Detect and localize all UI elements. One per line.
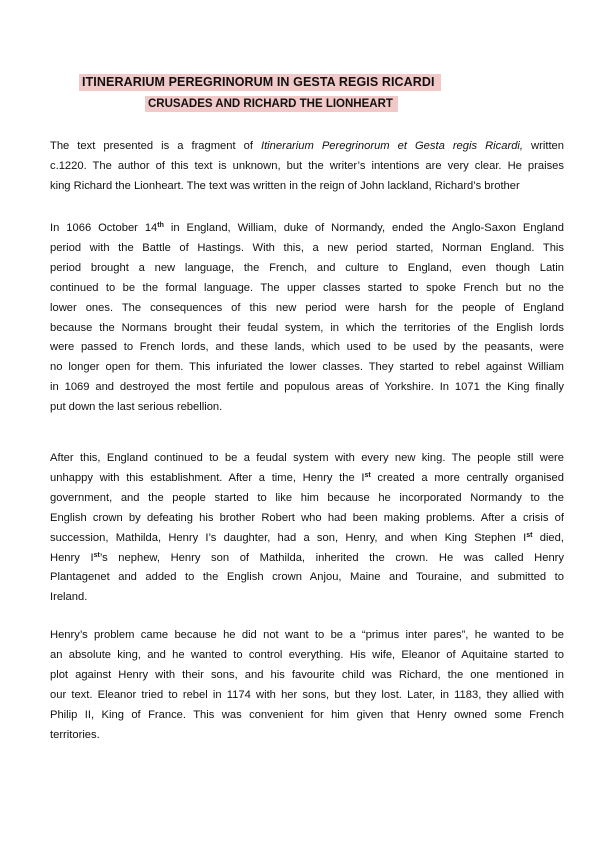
text-line: succession, Mathilda, Henry I’s daughter, had a son, Henry, and when King Stephen Ist died,: [50, 531, 564, 544]
text-line: Plantagenet and added to the English crown Anjou, Maine and Touraine, and submitted to: [50, 571, 564, 584]
ordinal-suffix: th: [157, 222, 164, 229]
text-line: period with the Battle of Hastings. With this, a new period started, Norman England. This: [50, 241, 564, 254]
paragraph-feudal-system: [50, 449, 564, 608]
text-line: an absolute king, and he wanted to control everything. His wife, Eleanor of Aquitaine started to: [50, 648, 564, 661]
ordinal-suffix: st: [364, 471, 371, 479]
text-line: territories.: [50, 728, 100, 741]
text-line: Henry Ist’s nephew, Henry son of Mathilda, inherited the crown. He was called Henry: [50, 551, 565, 564]
text-line: period brought a new language, the French, and culture to England, even though Latin: [50, 261, 564, 274]
text-line: After this, England continued to be a feudal system with every new king. The people still were: [50, 452, 564, 464]
text-line: Henry’s problem came because he did not want to be a “primus inter pares”, he wanted to be: [50, 629, 564, 641]
paragraph-norman-england: [50, 219, 564, 418]
text-line: in 1069 and destroyed the most fertile and populous areas of Yorkshire. In 1071 the King finally: [50, 381, 564, 394]
text-line: English crown by defeating his brother Robert who had been making problems. After a crisis of: [50, 511, 564, 524]
text-line: no longer open for them. This infuriated the lower classes. They started to rebel against William: [50, 361, 564, 374]
text-line: c.1220. The author of this text is unknown, but the writer’s intentions are very clear. He praises: [50, 159, 564, 172]
text-line: our text. Eleanor tried to rebel in 1174 with her sons, but they lost. Later, in 1183, they allied with: [50, 688, 564, 701]
text-line: lower ones. The consequences of this new period were harsh for the people of England: [50, 301, 564, 314]
text-line: plot against Henry with their sons, and his favourite child was Richard, the one mentioned in: [50, 668, 564, 681]
paragraph-intro: [50, 137, 564, 197]
text-line: Philip II, King of France. This was convenient for him given that Henry owned some French: [50, 708, 564, 721]
text-line: because the Normans brought their feudal system, in which the territories of the English lords: [50, 321, 564, 334]
document-subtitle: CRUSADES AND RICHARD THE LIONHEART: [145, 96, 398, 112]
text-line: In 1066 October 14th in England, William, duke of Normandy, ended the Anglo-Saxon England: [50, 222, 564, 234]
text-line: Ireland.: [50, 591, 88, 604]
document-title: ITINERARIUM PEREGRINORUM IN GESTA REGIS RICARDI: [79, 74, 441, 91]
text-line: continued to be the formal language. The upper classes started to spoke French but no the: [50, 281, 564, 294]
text-line: unhappy with this establishment. After a time, Henry the Ist created a more centrally organised: [50, 471, 564, 484]
ordinal-suffix: st: [526, 531, 533, 539]
text-line: king Richard the Lionheart. The text was written in the reign of John lackland, Richard’s brother: [50, 179, 520, 192]
ordinal-suffix: st: [93, 551, 100, 559]
text-line: put down the last serious rebellion.: [50, 401, 223, 414]
text-line: were passed to French lords, and these lands, which used to be used by the peasants, were: [50, 341, 564, 354]
paragraph-henry-problem: [50, 626, 564, 745]
text-line: government, and the people started to like him because he incorporated Normandy to the: [50, 491, 564, 504]
text-line: The text presented is a fragment of Itinerarium Peregrinorum et Gesta regis Ricardi, written: [50, 140, 564, 152]
work-title: Itinerarium Peregrinorum et Gesta regis Ricardi,: [260, 140, 524, 152]
